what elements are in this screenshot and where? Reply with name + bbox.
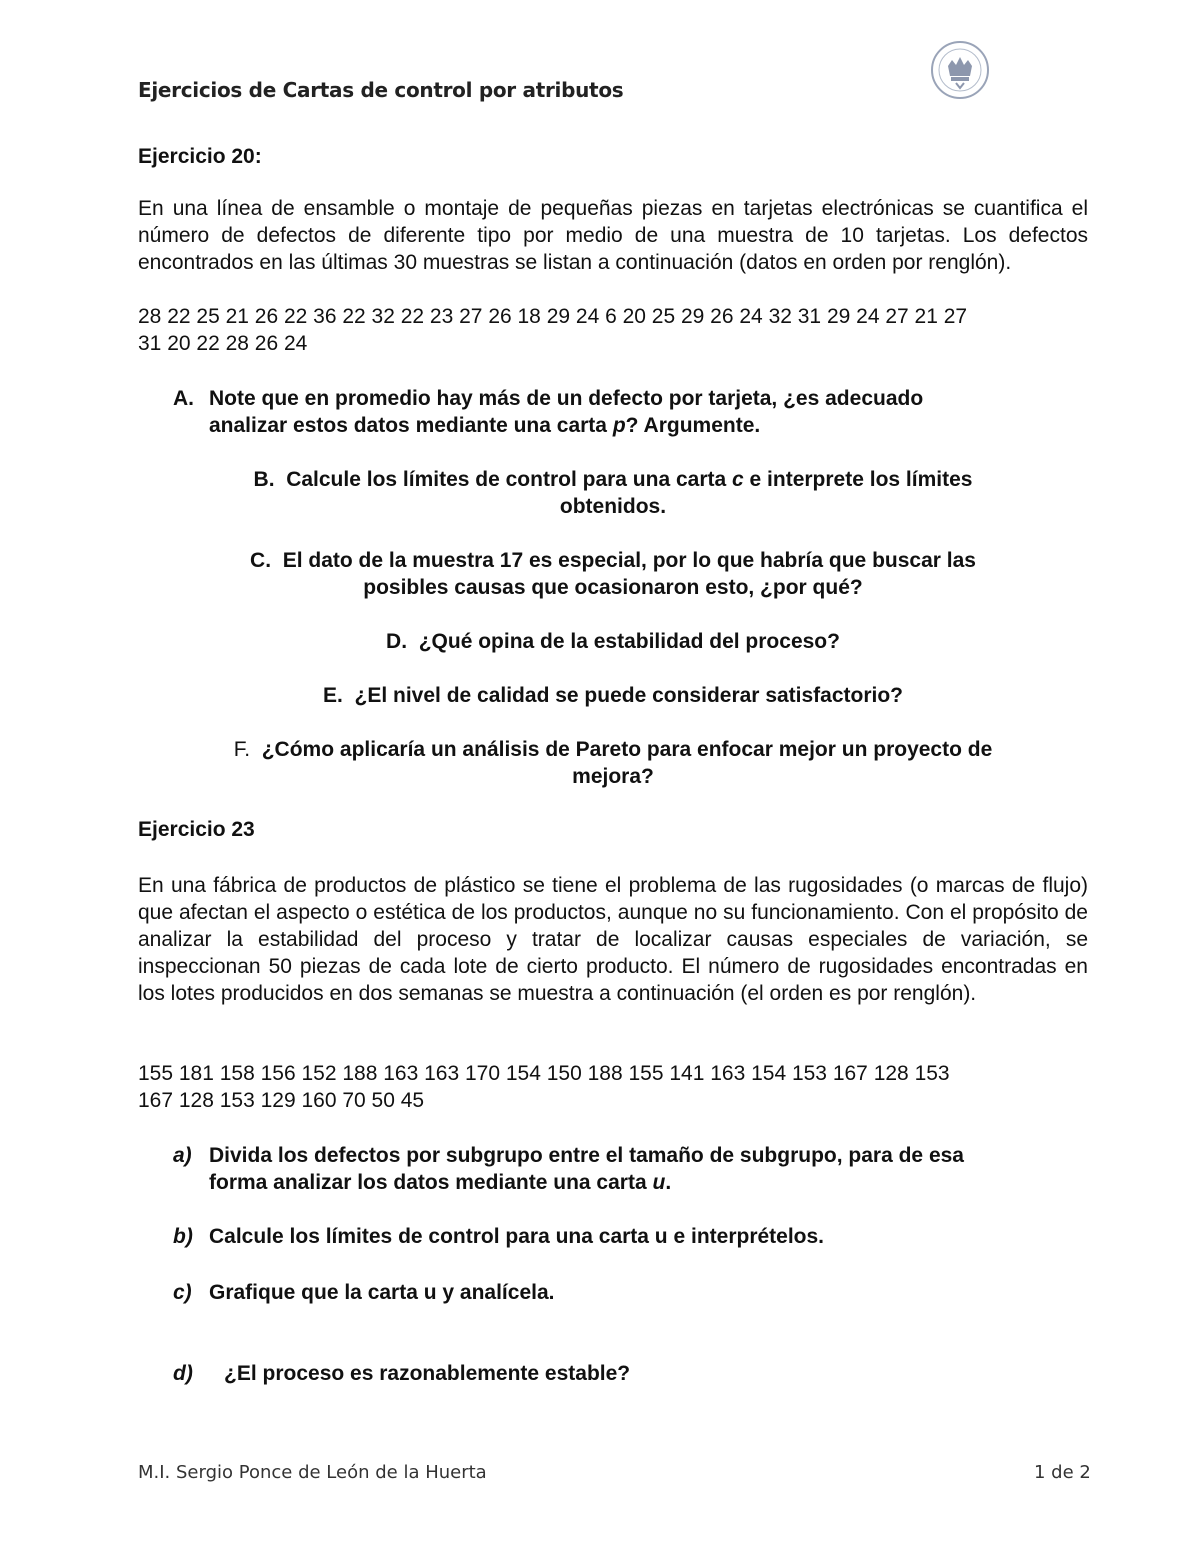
document-header-title: Ejercicios de Cartas de control por atributos [138, 78, 624, 102]
question-b-text: Calcule los límites de control para una carta [286, 468, 733, 491]
question-c-line-2: posibles causas que ocasionaron esto, ¿por qué? [363, 576, 863, 599]
question-23c-label [173, 1279, 192, 1306]
question-23a-label-text: a) [173, 1144, 192, 1167]
exercise-20-data-row-2: 31 20 22 28 26 24 [138, 332, 308, 355]
exercise-23-data-row-1: 155 181 158 156 152 188 163 163 170 154 150 188 155 141 163 154 153 167 128 153 [138, 1062, 950, 1085]
question-23a-line-1: Divida los defectos por subgrupo entre el tamaño de subgrupo, para de esa [209, 1144, 964, 1167]
question-d-text: ¿Qué opina de la estabilidad del proceso? [418, 630, 840, 653]
question-23d-text: ¿El proceso es razonablemente estable? [224, 1362, 631, 1385]
question-c-label: C. [250, 549, 272, 572]
question-e-label: E. [322, 684, 343, 707]
question-f-line-2: mejora? [572, 765, 654, 788]
question-f-label: F. [233, 738, 251, 761]
question-23a-label [173, 1142, 192, 1169]
question-e-text: ¿El nivel de calidad se puede considerar satisfactorio? [354, 684, 904, 707]
question-c-line-1 [138, 547, 1088, 574]
question-a-line-2-text: analizar estos datos mediante una carta [209, 414, 613, 437]
question-d [138, 628, 1088, 655]
question-23c-label-text: c) [173, 1281, 192, 1304]
question-b-line-1 [138, 466, 1088, 493]
question-a-line-2-end: ? Argumente. [625, 414, 761, 437]
question-b-text-end: e interprete los límites [743, 468, 973, 491]
question-23b-text: Calcule los límites de control para una carta u e interprételos. [209, 1225, 825, 1248]
question-23a-line-2 [209, 1169, 671, 1196]
footer-author: M.I. Sergio Ponce de León de la Huerta [138, 1462, 487, 1483]
question-23a-chart-u: u [652, 1171, 666, 1194]
question-a-line-2 [209, 412, 760, 439]
question-f-line-1 [138, 736, 1088, 763]
exercise-23-data-row-2: 167 128 153 129 160 70 50 45 [138, 1089, 425, 1112]
question-b-label: B. [253, 468, 275, 491]
exercise-20-heading: Ejercicio 20: [138, 145, 262, 168]
exercise-20-statement: En una línea de ensamble o montaje de pequeñas piezas en tarjetas electrónicas se cuantifica el número de defectos de diferente tipo por medio de una muestra de 10 tarjetas. Los defectos encontrados en las últimas 30 muestras se listan a continuación (datos en orden por renglón). [138, 197, 1088, 274]
question-23a-line-2-text: forma analizar los datos mediante una carta [209, 1171, 653, 1194]
question-f-text: ¿Cómo aplicaría un análisis de Pareto para enfocar mejor un proyecto de [261, 738, 993, 761]
question-23a-line-2-end: . [665, 1171, 672, 1194]
exercise-23-heading: Ejercicio 23 [138, 818, 255, 841]
exercise-20-data-row-1: 28 22 25 21 26 22 36 22 32 22 23 27 26 18 29 24 6 20 25 29 26 24 32 31 29 24 27 21 27 [138, 305, 968, 328]
footer-page-number: 1 de 2 [1034, 1462, 1091, 1483]
question-23b-label [173, 1223, 193, 1250]
question-a-chart-p: p [612, 414, 626, 437]
question-23c-text: Grafique que la carta u y analícela. [209, 1281, 555, 1304]
question-a-label: A. [173, 387, 194, 410]
question-d-label: D. [386, 630, 408, 653]
question-c-text: El dato de la muestra 17 es especial, por lo que habría que buscar las [282, 549, 976, 572]
question-23d-label [173, 1360, 193, 1387]
question-b-line-2: obtenidos. [559, 495, 667, 518]
question-b-chart-c: c [732, 468, 744, 491]
question-23b-label-text: b) [173, 1225, 193, 1248]
exercise-23-statement: En una fábrica de productos de plástico se tiene el problema de las rugosidades (o marcas de flujo) que afectan el aspecto o estética de los productos, aunque no su funcionamiento. Con el propósito de analizar la estabilidad del proceso y tratar de localizar causas especiales de variación, se inspeccionan 50 piezas de cada lote de cierto producto. El número de rugosidades encontradas en los lotes producidos en dos semanas se muestra a continuación (el orden es por renglón). [138, 874, 1088, 1005]
question-a-line-1: Note que en promedio hay más de un defecto por tarjeta, ¿es adecuado [209, 387, 924, 410]
question-e [138, 682, 1088, 709]
university-seal-icon [930, 40, 990, 100]
question-23d-label-text: d) [173, 1362, 193, 1385]
